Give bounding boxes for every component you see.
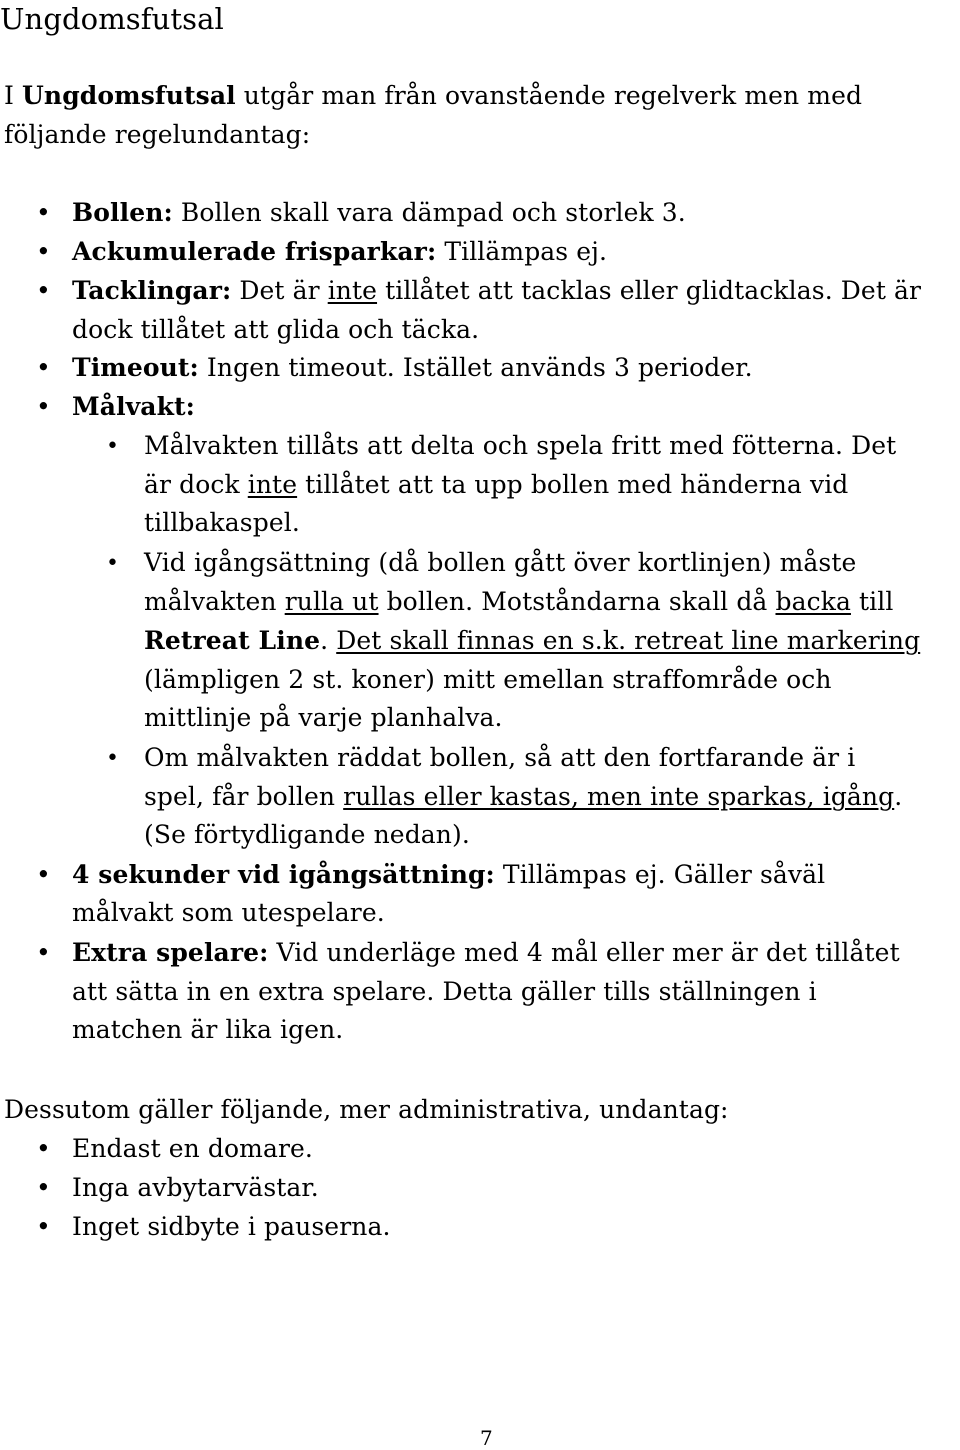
text-run: (lämpligen 2 st. koner) mitt emellan straffområde och <box>144 665 832 694</box>
underlined-text: inte <box>327 276 378 305</box>
rule-line <box>72 935 900 971</box>
rule-line <box>72 273 921 309</box>
text-run: följande regelundantag: <box>4 120 311 149</box>
goalkeeper-sub-line <box>144 700 503 736</box>
rule-line <box>72 234 607 270</box>
text-run: Ingen timeout. Istället används 3 perioder. <box>198 353 753 382</box>
rule-line <box>72 1012 343 1048</box>
bullet-icon: • <box>36 198 51 227</box>
goalkeeper-sub-line <box>144 623 920 659</box>
goalkeeper-sub-line <box>144 817 470 853</box>
text-run: Det är <box>231 276 328 305</box>
rule-line <box>72 350 753 386</box>
bullet-icon: • <box>36 392 51 421</box>
text-run: att sätta in en extra spelare. Detta gäller tills ställningen i <box>72 977 817 1006</box>
text-run: . <box>320 626 337 655</box>
text-run: (Se förtydligande nedan). <box>144 820 470 849</box>
text-run: Vid underläge med 4 mål eller mer är det tillåtet <box>268 938 900 967</box>
bullet-icon: • <box>36 1134 51 1163</box>
text-run: målvakt som utespelare. <box>72 898 385 927</box>
sub-bullet-icon: • <box>106 434 119 459</box>
text-run: dock tillåtet att glida och täcka. <box>72 315 480 344</box>
bold-term: Ungdomsfutsal <box>22 81 236 110</box>
bold-term: Bollen: <box>72 198 173 227</box>
bold-term: Ackumulerade frisparkar: <box>72 237 437 266</box>
intro-line <box>4 117 310 153</box>
intro-line <box>4 78 862 114</box>
bullet-icon: • <box>36 938 51 967</box>
admin-item: Endast en domare. <box>72 1134 313 1163</box>
rule-line <box>72 857 825 893</box>
page-title: Ungdomsfutsal <box>0 2 224 36</box>
bullet-icon: • <box>36 276 51 305</box>
underlined-text: rullas eller kastas, men inte sparkas, igång <box>343 782 895 811</box>
goalkeeper-sub-line <box>144 740 855 776</box>
admin-item: Inga avbytarvästar. <box>72 1173 319 1202</box>
text-run: Bollen skall vara dämpad och storlek 3. <box>172 198 686 227</box>
goalkeeper-sub-line <box>144 779 902 815</box>
bullet-icon: • <box>36 860 51 889</box>
text-run: till <box>850 587 894 616</box>
text-run: bollen. Motståndarna skall då <box>378 587 776 616</box>
underlined-text: Det skall finnas en s.k. retreat line markering <box>336 626 921 655</box>
bullet-icon: • <box>36 237 51 266</box>
bold-term: Retreat Line <box>144 626 321 655</box>
bullet-icon: • <box>36 353 51 382</box>
rule-line <box>72 195 686 231</box>
rule-line <box>72 895 385 931</box>
bold-term: Timeout: <box>72 353 199 382</box>
admin-heading: Dessutom gäller följande, mer administrativa, undantag: <box>4 1095 729 1124</box>
bold-term: Tacklingar: <box>72 276 232 305</box>
text-run: spel, får bollen <box>144 782 344 811</box>
text-run: Målvakten tillåts att delta och spela fritt med fötterna. Det <box>144 431 897 460</box>
rule-line <box>72 974 817 1010</box>
goalkeeper-sub-line <box>144 467 848 503</box>
text-run: matchen är lika igen. <box>72 1015 344 1044</box>
text-run: Vid igångsättning (då bollen gått över kortlinjen) måste <box>144 548 857 577</box>
text-run: Tillämpas ej. Gäller såväl <box>494 860 826 889</box>
bold-term: Extra spelare: <box>72 938 269 967</box>
bullet-icon: • <box>36 1173 51 1202</box>
text-run: tillåtet att ta upp bollen med händerna vid <box>297 470 849 499</box>
text-run: tillbakaspel. <box>144 508 300 537</box>
bullet-icon: • <box>36 1212 51 1241</box>
text-run: . <box>894 782 903 811</box>
goalkeeper-sub-line <box>144 428 896 464</box>
text-run: Om målvakten räddat bollen, så att den fortfarande är i <box>144 743 856 772</box>
underlined-text: inte <box>247 470 298 499</box>
rule-line <box>72 389 195 425</box>
text-run: målvakten <box>144 587 285 616</box>
rule-line <box>72 312 479 348</box>
underlined-text: rulla ut <box>284 587 379 616</box>
sub-bullet-icon: • <box>106 746 119 771</box>
bold-term: Målvakt: <box>72 392 195 421</box>
text-run: mittlinje på varje planhalva. <box>144 703 503 732</box>
text-run: utgår man från ovanstående regelverk men med <box>235 81 863 110</box>
goalkeeper-sub-line <box>144 545 856 581</box>
text-run: Tillämpas ej. <box>436 237 608 266</box>
admin-item: Inget sidbyte i pauserna. <box>72 1212 391 1241</box>
sub-bullet-icon: • <box>106 551 119 576</box>
text-run: är dock <box>144 470 248 499</box>
text-run: tillåtet att tacklas eller glidtacklas. Det är <box>377 276 922 305</box>
goalkeeper-sub-line <box>144 584 893 620</box>
goalkeeper-sub-line <box>144 505 300 541</box>
bold-term: 4 sekunder vid igångsättning: <box>72 860 495 889</box>
underlined-text: backa <box>775 587 851 616</box>
goalkeeper-sub-line <box>144 662 832 698</box>
page-number: 7 <box>480 1426 493 1450</box>
text-run: I <box>4 81 23 110</box>
